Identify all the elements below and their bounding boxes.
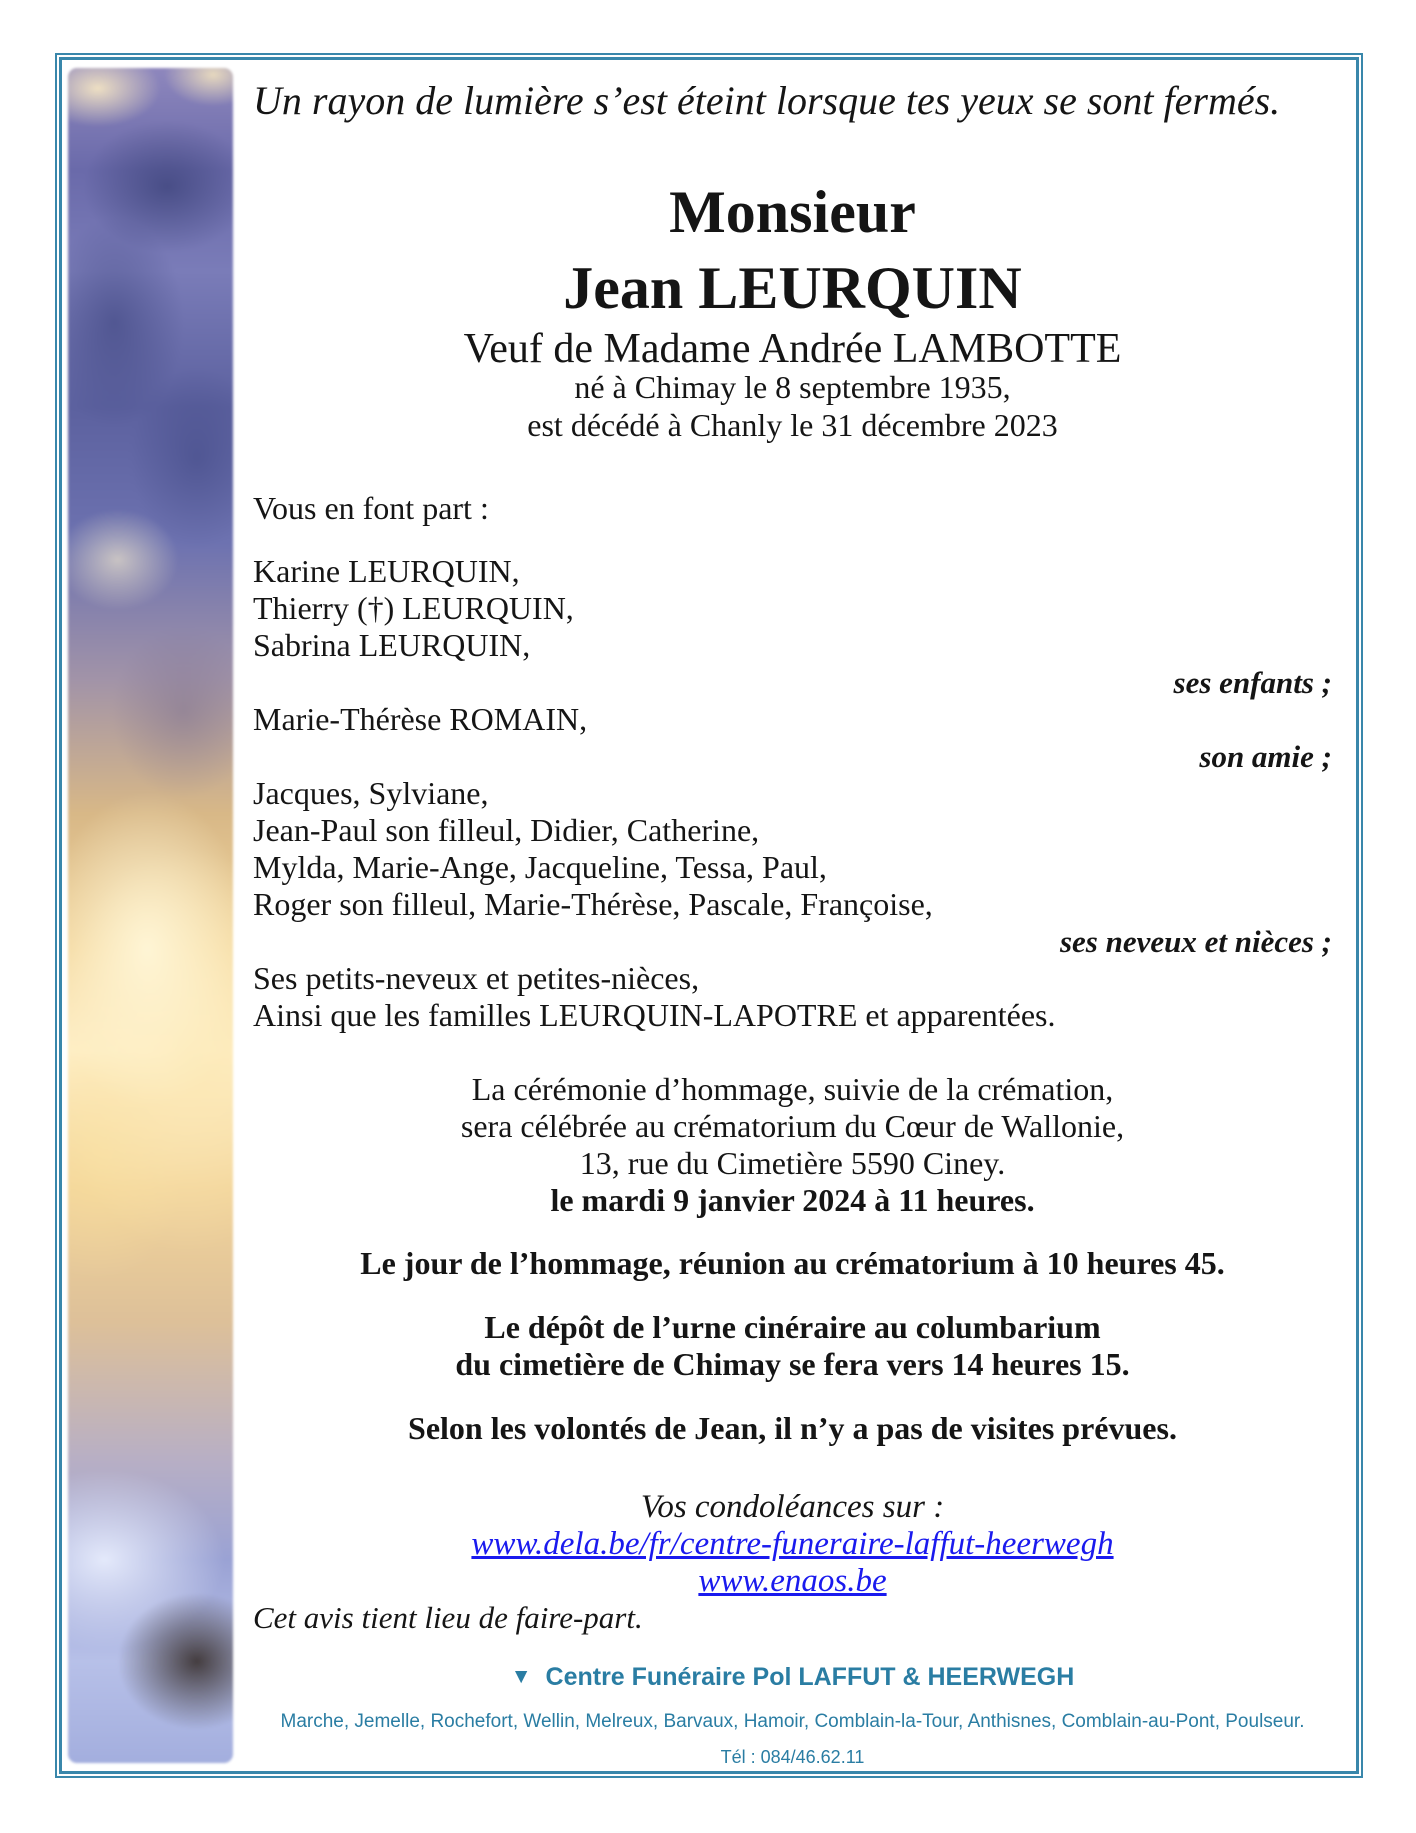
relative-line: Mylda, Marie-Ange, Jacqueline, Tessa, Paul,: [253, 849, 827, 885]
relative-line: Roger son filleul, Marie-Thérèse, Pascale, Françoise,: [253, 886, 933, 922]
funeral-home-name-row: [253, 1662, 1332, 1694]
ceremony-line: La cérémonie d’hommage, suivie de la crémation,: [471, 1071, 1114, 1107]
funeral-home-name: Centre Funéraire Pol LAFFUT & HEERWEGH: [545, 1663, 1075, 1691]
urn-line: Le dépôt de l’urne cinéraire au columbarium: [484, 1309, 1101, 1345]
deceased-name: Jean LEURQUIN: [563, 255, 1022, 321]
relative-line: Ses petits-neveux et petites-nièces,: [253, 960, 700, 996]
relative-line: Thierry (†) LEURQUIN,: [253, 590, 574, 626]
urn-line: du cimetière de Chimay se fera vers 14 heures 15.: [455, 1346, 1130, 1382]
friend-label: son amie ;: [1199, 739, 1332, 774]
death-line: est décédé à Chanly le 31 décembre 2023: [527, 407, 1058, 443]
nephews-label: ses neveux et nièces ;: [1059, 924, 1332, 959]
ceremony-date-line: le mardi 9 janvier 2024 à 11 heures.: [550, 1182, 1035, 1218]
notice-content: [233, 58, 1352, 1768]
relative-line: Ainsi que les familles LEURQUIN-LAPOTRE et apparentées.: [253, 997, 1056, 1033]
ceremony-block: [253, 1071, 1332, 1219]
funeral-home-locations: Marche, Jemelle, Rochefort, Wellin, Melreux, Barvaux, Hamoir, Comblain-la-Tour, Anthisnes, Comblain-au-Pont, Poulseur.: [280, 1711, 1305, 1732]
condolence-link-enaos[interactable]: www.enaos.be: [698, 1563, 887, 1599]
ceremony-line: sera célébrée au crématorium du Cœur de Wallonie,: [460, 1108, 1125, 1144]
deceased-honorific: Monsieur: [669, 179, 916, 245]
relative-line: Sabrina LEURQUIN,: [253, 627, 531, 663]
relative-line: Karine LEURQUIN,: [253, 553, 520, 589]
relative-line: Jean-Paul son filleul, Didier, Catherine,: [253, 812, 760, 848]
funeral-home-phone: Tél : 084/46.62.11: [720, 1747, 865, 1767]
condolence-link-row: [253, 1563, 1332, 1600]
relative-line: Jacques, Sylviane,: [253, 775, 489, 811]
meeting-block: [253, 1245, 1332, 1282]
condolence-link-row: [253, 1526, 1332, 1563]
epigraph: Un rayon de lumière s’est éteint lorsque tes yeux se sont fermés.: [253, 78, 1281, 123]
urn-block: [253, 1309, 1332, 1383]
visits-line: Selon les volontés de Jean, il n’y a pas de visites prévues.: [408, 1410, 1177, 1446]
widower-line: Veuf de Madame Andrée LAMBOTTE: [463, 326, 1122, 372]
visits-block: [253, 1410, 1332, 1447]
funeral-home-footer: [253, 1662, 1332, 1768]
condolences-label: Vos condoléances sur :: [640, 1489, 945, 1525]
ceremony-line: 13, rue du Cimetière 5590 Ciney.: [579, 1145, 1006, 1181]
winter-sunlight-photo: [68, 68, 233, 1763]
down-triangle-icon: ▼: [510, 1665, 532, 1688]
announcement-intro: Vous en font part :: [253, 490, 489, 526]
relatives-list: [253, 553, 1332, 1034]
meeting-line: Le jour de l’hommage, réunion au crématorium à 10 heures 45.: [360, 1245, 1225, 1281]
children-label: ses enfants ;: [1173, 665, 1332, 700]
relative-line: Marie-Thérèse ROMAIN,: [253, 701, 588, 737]
birth-line: né à Chimay le 8 septembre 1935,: [574, 369, 1011, 405]
condolence-link-dela[interactable]: www.dela.be/fr/centre-funeraire-laffut-heerwegh: [471, 1526, 1114, 1562]
faire-part-notice: Cet avis tient lieu de faire-part.: [253, 1600, 643, 1635]
